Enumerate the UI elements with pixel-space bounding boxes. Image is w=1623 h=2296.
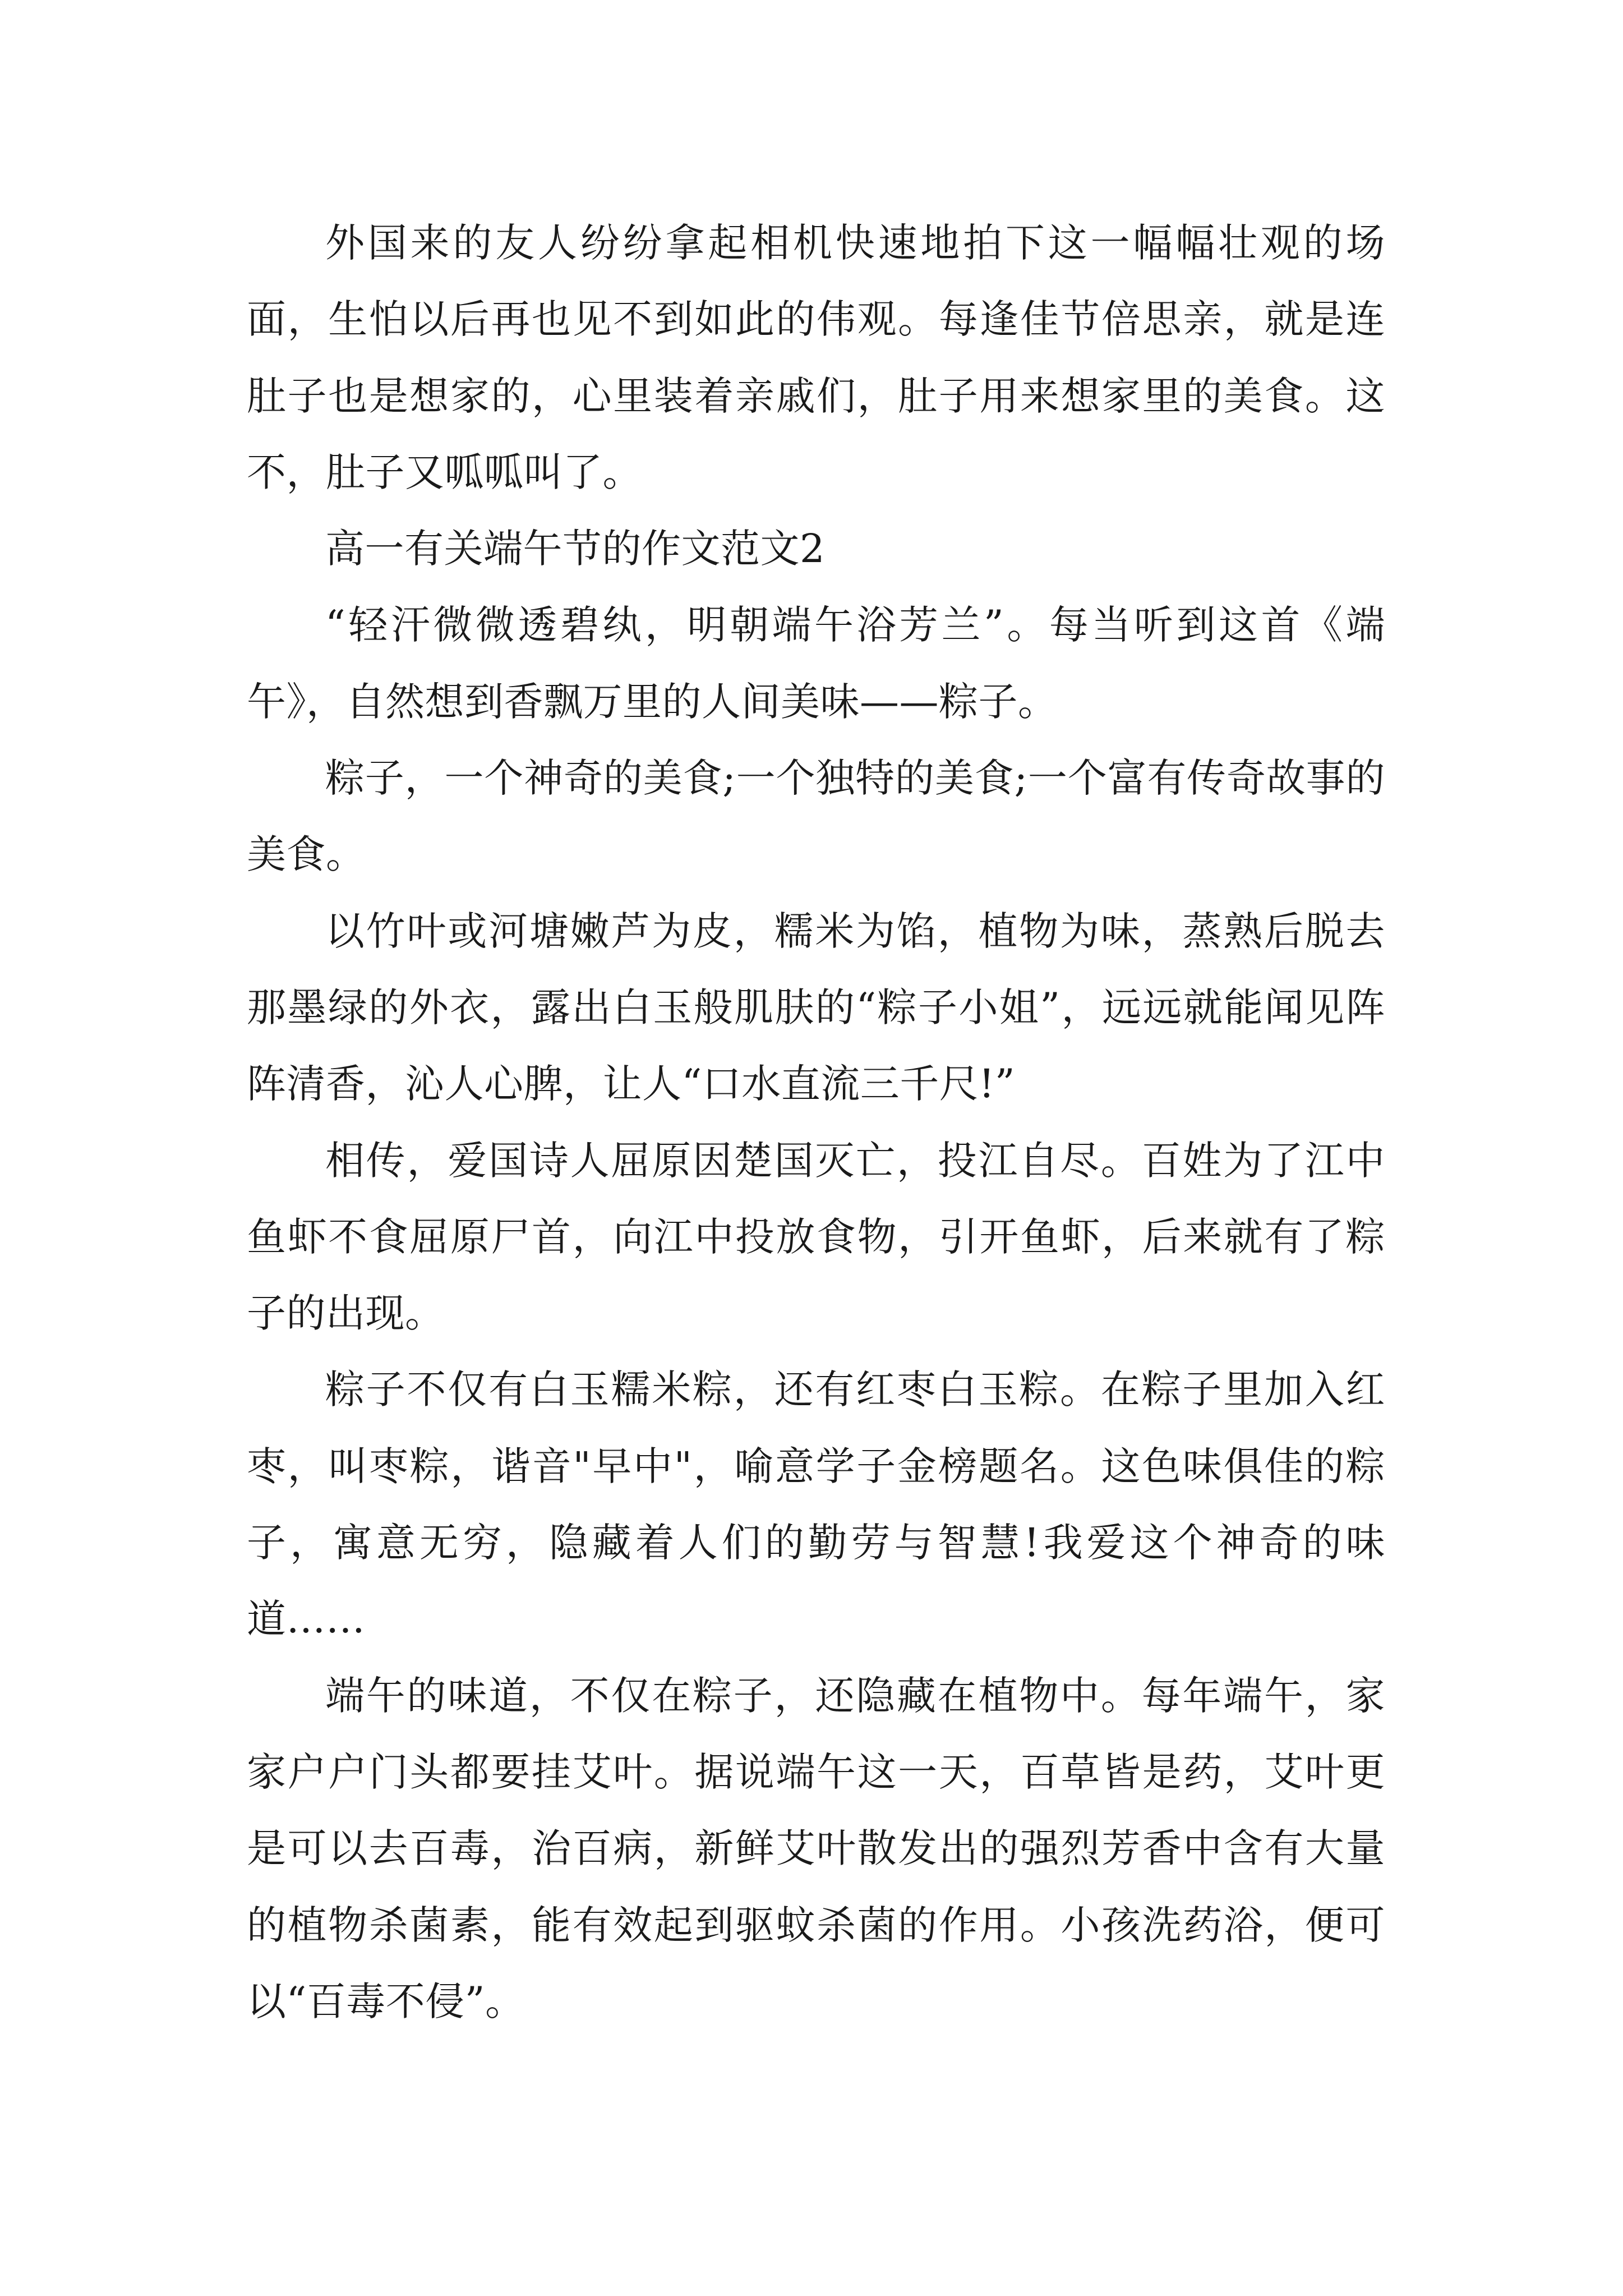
paragraph-2: “轻汗微微透碧纨，明朝端午浴芳兰”。每当听到这首《端午》，自然想到香飘万里的人间美味——粽子。 — [247, 602, 1385, 725]
section-heading: 高一有关端午节的作文范文2 — [325, 526, 826, 572]
paragraph-3: 粽子，一个神奇的美食;一个独特的美食;一个富有传奇故事的美食。 — [247, 755, 1385, 878]
document-body — [247, 205, 1385, 2040]
paragraph-1: 外国来的友人纷纷拿起相机快速地拍下这一幅幅壮观的场面，生怕以后再也见不到如此的伟观。每逢佳节倍思亲，就是连肚子也是想家的，心里装着亲戚们，肚子用来想家里的美食。这不，肚子又呱呱叫了。 — [247, 220, 1385, 495]
paragraph-6: 粽子不仅有白玉糯米粽，还有红枣白玉粽。在粽子里加入红枣，叫枣粽，谐音"早中"，喻意学子金榜题名。这色味俱佳的粽子，寓意无穷，隐藏着人们的勤劳与智慧!我爱这个神奇的味道…… — [247, 1366, 1385, 1642]
paragraph-5: 相传，爱国诗人屈原因楚国灭亡，投江自尽。百姓为了江中鱼虾不食屈原尸首，向江中投放食物，引开鱼虾，后来就有了粽子的出现。 — [247, 1137, 1385, 1337]
paragraph-4: 以竹叶或河塘嫩芦为皮，糯米为馅，植物为味，蒸熟后脱去那墨绿的外衣，露出白玉般肌肤的“粽子小姐”，远远就能闻见阵阵清香，沁人心脾，让人“口水直流三千尺!” — [247, 908, 1385, 1107]
paragraph-7: 端午的味道，不仅在粽子，还隐藏在植物中。每年端午，家家户户门头都要挂艾叶。据说端午这一天，百草皆是药，艾叶更是可以去百毒，治百病，新鲜艾叶散发出的强烈芳香中含有大量的植物杀菌素，能有效起到驱蚊杀菌的作用。小孩洗药浴，便可以“百毒不侵”。 — [247, 1672, 1385, 2024]
